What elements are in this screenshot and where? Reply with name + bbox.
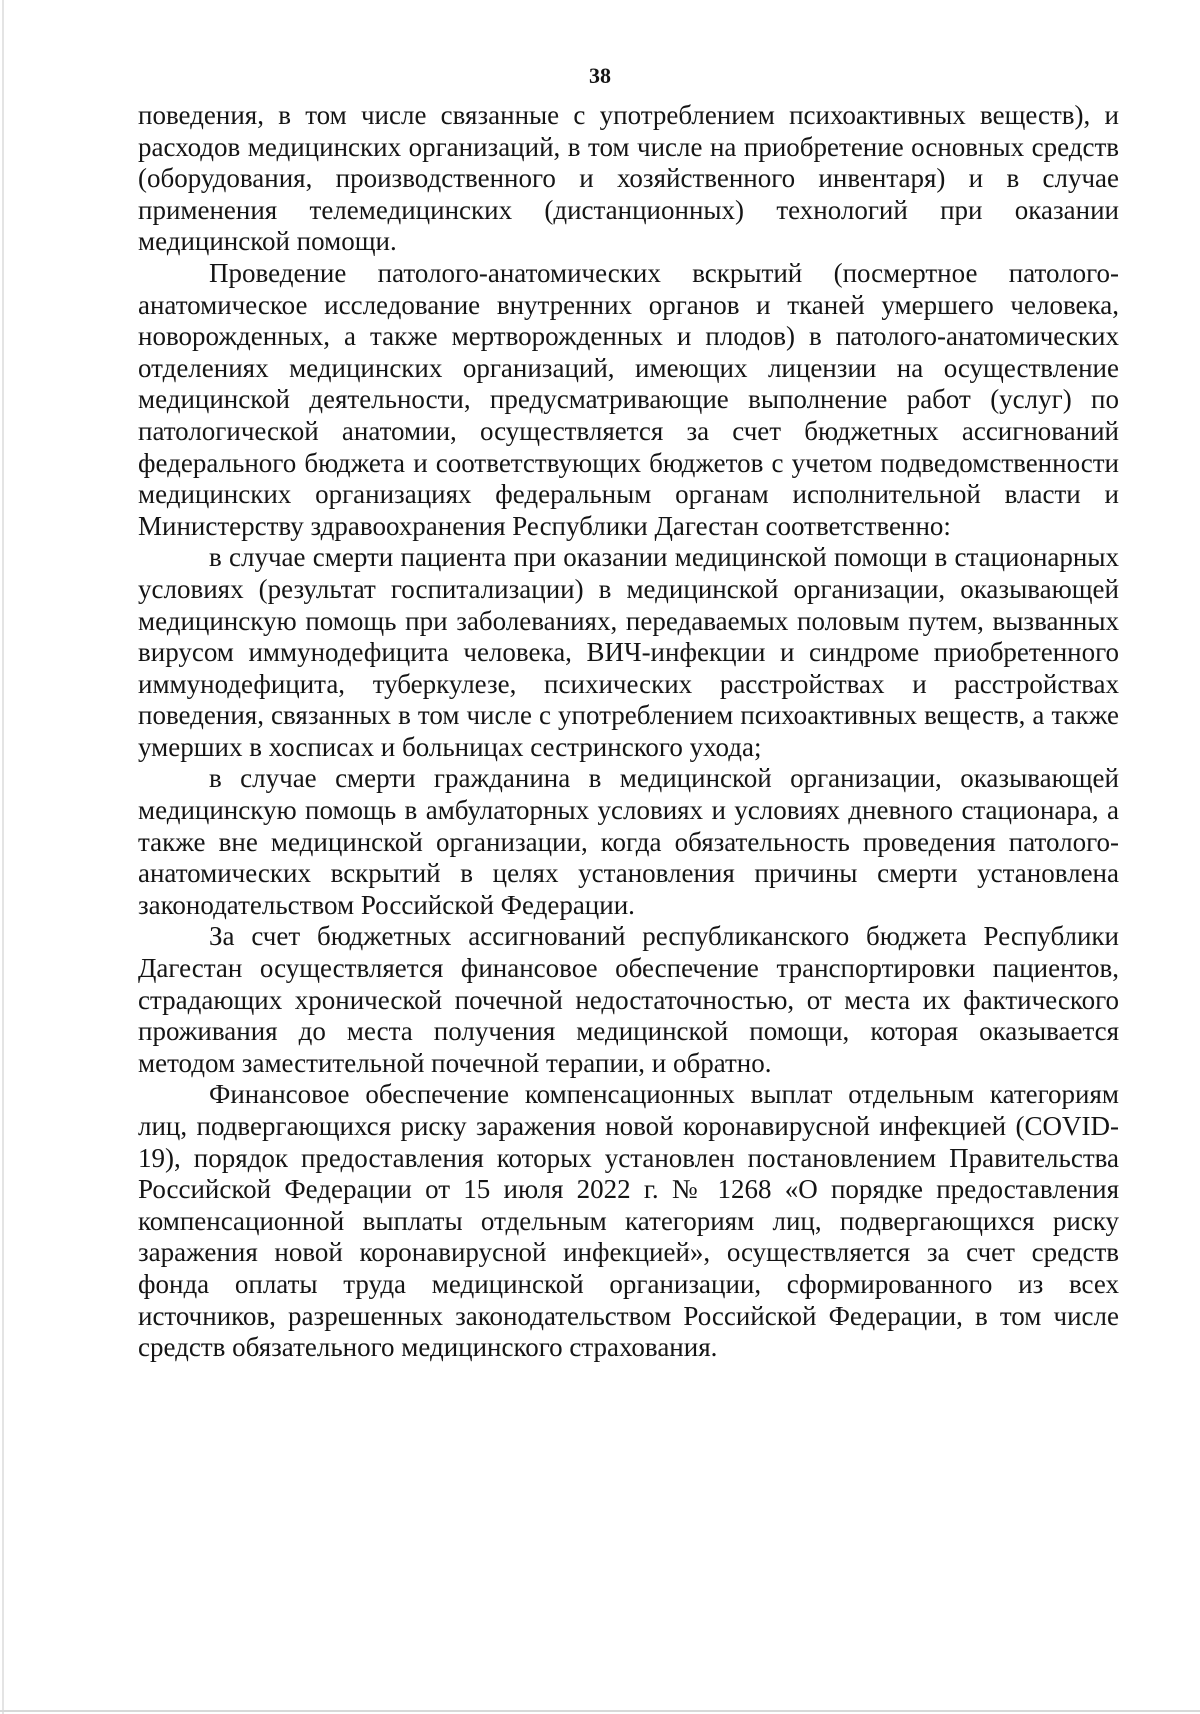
paragraph-outpatient-death-case: в случае смерти гражданина в медицинской организации, оказывающей медицинскую помощь в амбулаторных условиях и условиях дневного стационара, а также вне медицинской организации, когда обязательность проведения патолого-анатомических вскрытий в целях установления причины смерти установлена законодательством Российской Федерации. — [138, 763, 1119, 920]
paragraph-continuation: поведения, в том числе связанные с употреблением психоактивных веществ), и расходов медицинских организаций, в том числе на приобретение основных средств (оборудования, производственного и хозяйственного инвентаря) и в случае применения телемедицинских (дистанционных) технологий при оказании медицинской помощи. — [138, 100, 1119, 257]
paragraph-autopsy-financing: Проведение патолого-анатомических вскрытий (посмертное патолого-анатомическое исследование внутренних органов и тканей умершего человека, новорожденных, а также мертворожденных и плодов) в патолого-анатомических отделениях медицинских организаций, имеющих лицензии на осуществление медицинской деятельности, предусматривающие выполнение работ (услуг) по патологической анатомии, осуществляется за счет бюджетных ассигнований федерального бюджета и соответствующих бюджетов с учетом подведомственности медицинских организациях федеральным органам исполнительной власти и Министерству здравоохранения Республики Дагестан соответственно: — [138, 257, 1119, 541]
scan-left-edge — [2, 0, 4, 1714]
page-number: 38 — [589, 63, 611, 88]
paragraph-covid-compensation: Финансовое обеспечение компенсационных выплат отдельным категориям лиц, подвергающихся риску заражения новой коронавирусной инфекцией (COVID-19), порядок предоставления которых установлен постановлением Правительства Российской Федерации от 15 июля 2022 г. № 1268 «О порядке предоставления компенсационной выплаты отдельным категориям лиц, подвергающихся риску заражения новой коронавирусной инфекцией», осуществляется за счет средств фонда оплаты труда медицинской организации, сформированного из всех источников, разрешенных законодательством Российской Федерации, в том числе средств обязательного медицинского страхования. — [138, 1079, 1119, 1363]
paragraph-inpatient-death-case: в случае смерти пациента при оказании медицинской помощи в стационарных условиях (результат госпитализации) в медицинской организации, оказывающей медицинскую помощь при заболеваниях, передаваемых половым путем, вызванных вирусом иммунодефицита человека, ВИЧ-инфекции и синдроме приобретенного иммунодефицита, туберкулезе, психических расстройствах и расстройствах поведения, связанных в том числе с употреблением психоактивных веществ, а также умерших в хосписах и больницах сестринского ухода; — [138, 542, 1119, 762]
document-body — [138, 100, 1119, 1364]
paragraph-dialysis-transport: За счет бюджетных ассигнований республиканского бюджета Республики Дагестан осуществляется финансовое обеспечение транспортировки пациентов, страдающих хронической почечной недостаточностью, от места их фактического проживания до места получения медицинской помощи, которая оказывается методом заместительной почечной терапии, и обратно. — [138, 921, 1119, 1078]
scan-bottom-edge — [0, 1710, 1200, 1712]
